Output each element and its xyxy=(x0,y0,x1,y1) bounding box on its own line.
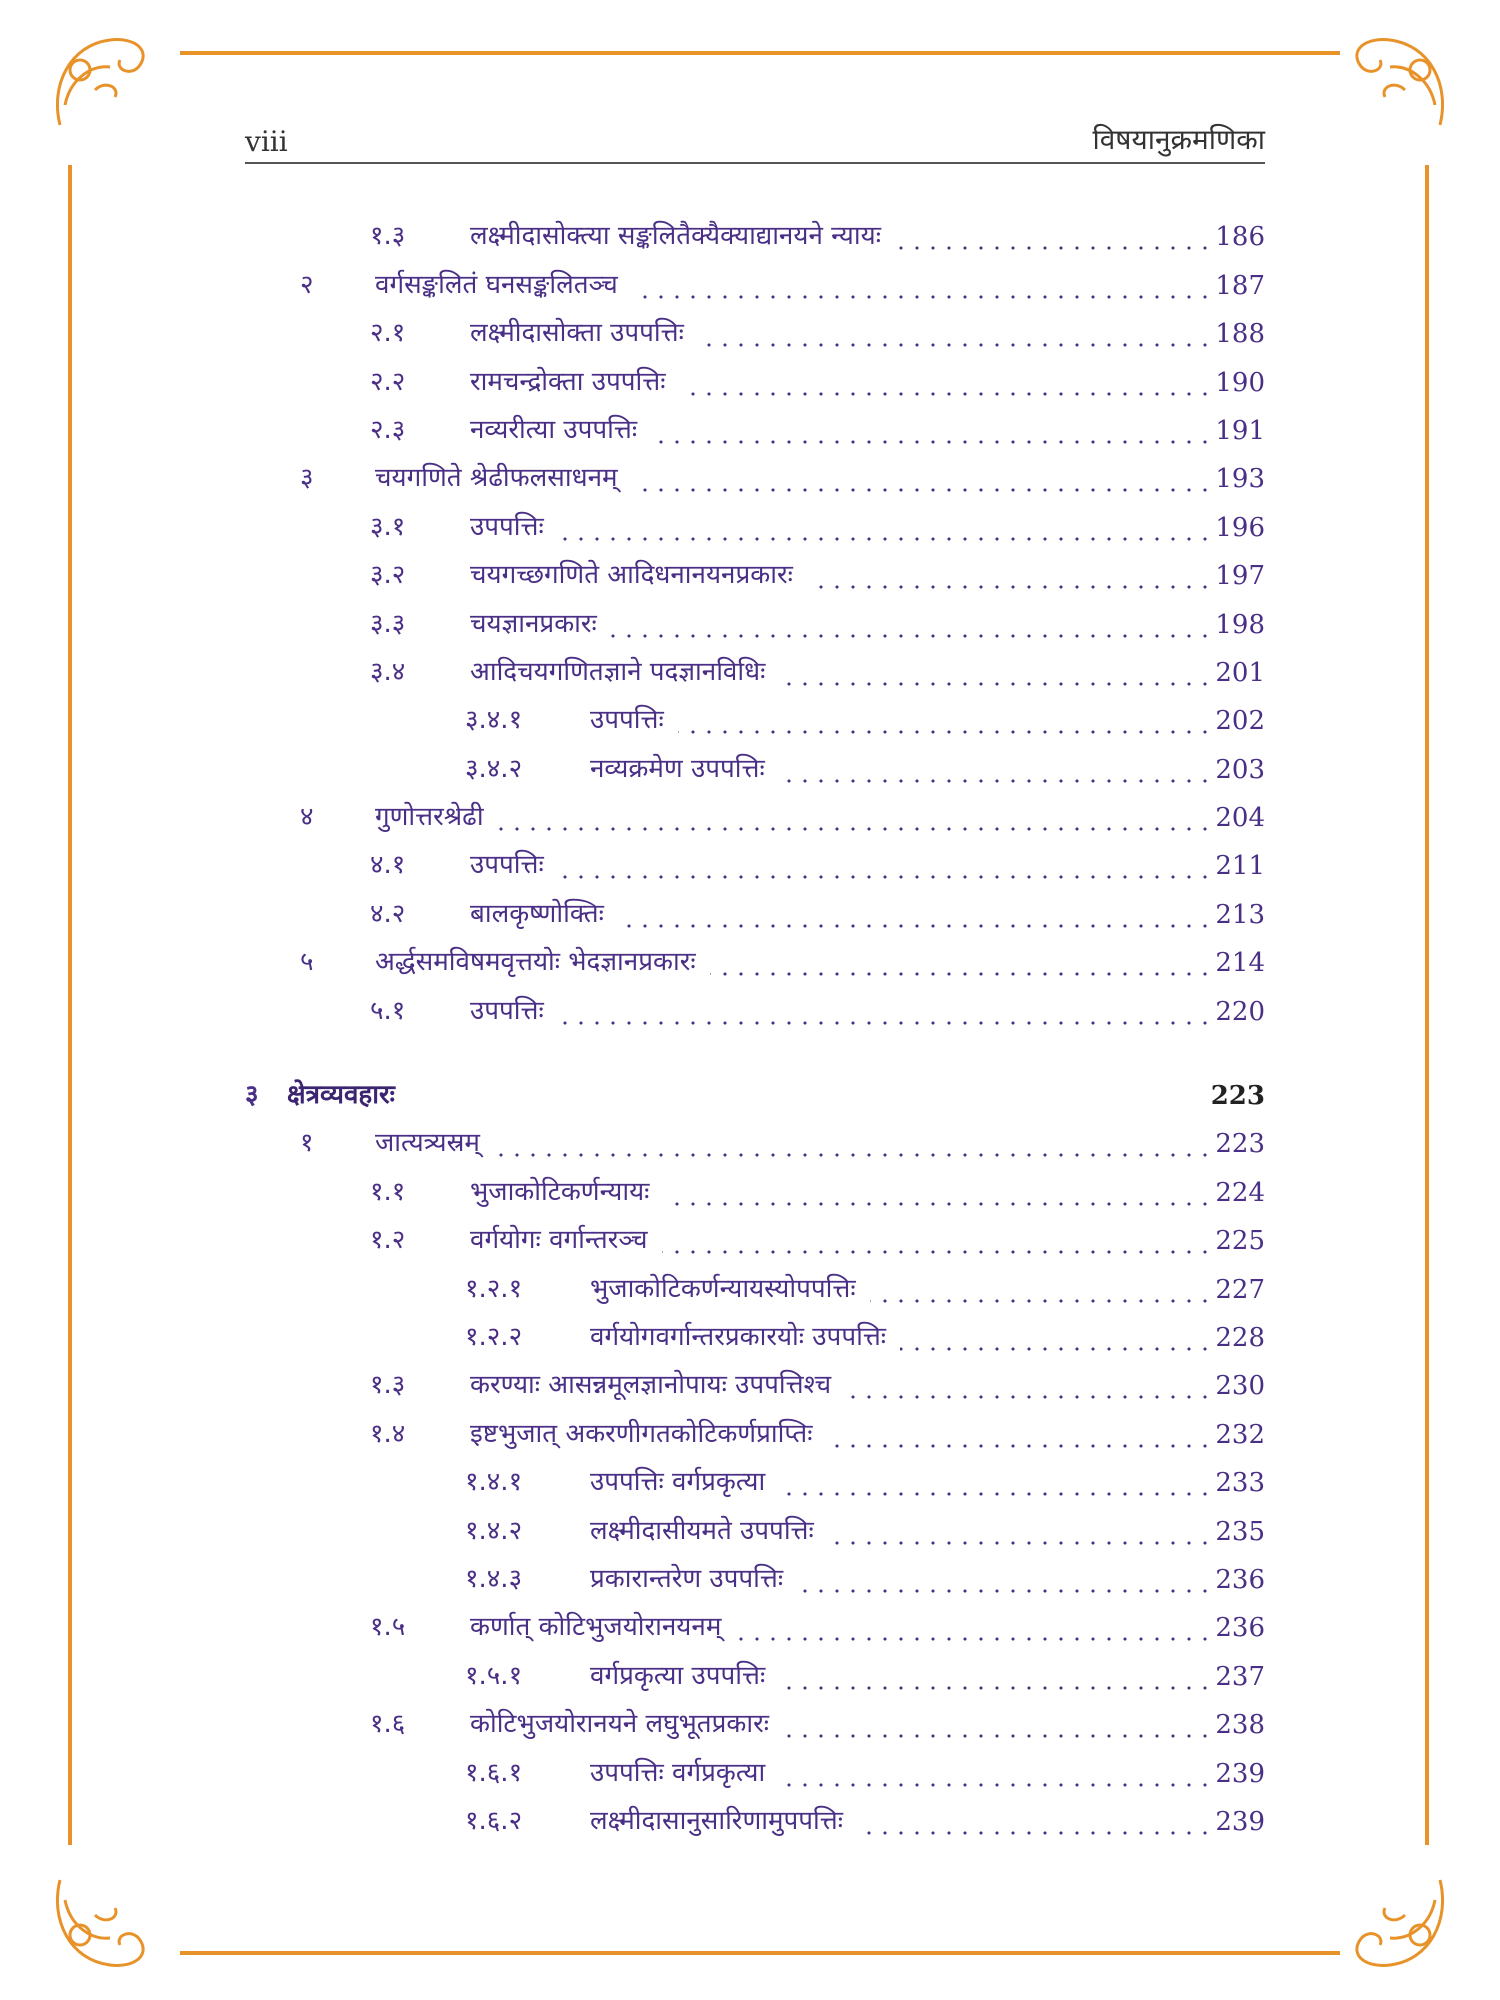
toc-entry-number: १.३ xyxy=(370,1370,406,1401)
dot-leader xyxy=(779,1686,1213,1690)
toc-entry-row[interactable] xyxy=(245,500,1265,548)
toc-entry-number: १.६ xyxy=(370,1709,406,1740)
toc-entry-page: 188 xyxy=(1215,319,1265,350)
toc-entry-row[interactable] xyxy=(245,404,1265,452)
toc-entry-page: 193 xyxy=(1215,464,1265,495)
toc-entry-title: नव्यक्रमेण उपपत्तिः xyxy=(590,753,765,784)
toc-entry-row[interactable] xyxy=(245,887,1265,935)
toc-entry-title: चयगणिते श्रेढीफलसाधनम् xyxy=(375,463,618,494)
dot-leader xyxy=(900,1347,1213,1351)
dot-leader xyxy=(779,1783,1213,1787)
toc-entry-row[interactable] xyxy=(245,742,1265,790)
toc-entry-number: १.१ xyxy=(370,1176,406,1207)
dot-leader xyxy=(618,924,1213,928)
toc-entry-number: १.५ xyxy=(370,1612,406,1643)
toc-entry-row[interactable] xyxy=(245,1601,1265,1649)
toc-entry-title: भुजाकोटिकर्णन्यायस्योपपत्तिः xyxy=(590,1273,856,1304)
section-gap xyxy=(245,1033,1265,1069)
toc-entry-number: १.६.१ xyxy=(465,1757,523,1788)
toc-entry-row[interactable] xyxy=(245,307,1265,355)
toc-entry-title: वर्गयोगः वर्गान्तरञ्च xyxy=(470,1225,648,1256)
chapter-number: ३ xyxy=(245,1080,259,1111)
toc-entry-page: 204 xyxy=(1215,803,1265,834)
toc-entry-number: ४.१ xyxy=(370,850,406,881)
toc-entry-row[interactable] xyxy=(245,984,1265,1032)
dot-leader xyxy=(826,1444,1213,1448)
frame-bottom-border xyxy=(180,1951,1340,1955)
toc-entry-title: लक्ष्मीदासोक्त्या सङ्कलितैक्यैक्याद्यानयने न्यायः xyxy=(470,221,881,252)
toc-entry-number: २.२ xyxy=(370,366,406,397)
toc-entry-number: ५.१ xyxy=(370,995,406,1026)
dot-leader xyxy=(558,1021,1213,1025)
toc-entry-row[interactable] xyxy=(245,1504,1265,1552)
toc-entry-number: १.६.२ xyxy=(465,1805,523,1836)
page-number: viii xyxy=(245,125,288,158)
dot-leader xyxy=(895,246,1213,250)
toc-entry-page: 230 xyxy=(1215,1371,1265,1402)
toc-entry-page: 196 xyxy=(1215,512,1265,543)
toc-entry-row[interactable] xyxy=(245,791,1265,839)
toc-entry-row[interactable] xyxy=(245,1359,1265,1407)
toc-entry-title: उपपत्तिः xyxy=(590,705,664,736)
toc-entry-row[interactable] xyxy=(245,839,1265,887)
toc-entry-page: 239 xyxy=(1215,1806,1265,1837)
toc-entry-row[interactable] xyxy=(245,1746,1265,1794)
toc-entry-title: उपपत्तिः xyxy=(470,511,544,542)
toc-entry-title: वर्गसङ्कलितं घनसङ्कलितञ्च xyxy=(375,269,618,300)
dot-leader xyxy=(698,343,1213,347)
toc-entry-number: ४.२ xyxy=(370,898,406,929)
toc-entry-row[interactable] xyxy=(245,1456,1265,1504)
toc-entry-number: १.५.१ xyxy=(465,1660,523,1691)
toc-entry-title: बालकृष्णोक्तिः xyxy=(470,898,604,929)
toc-entry-page: 236 xyxy=(1215,1613,1265,1644)
dot-leader xyxy=(680,392,1213,396)
dot-leader xyxy=(632,488,1213,492)
toc-entry-number: ३.३ xyxy=(370,608,406,639)
toc-entry-row[interactable] xyxy=(245,936,1265,984)
toc-entry-page: 225 xyxy=(1215,1226,1265,1257)
toc-entry-number: ५ xyxy=(300,947,314,978)
toc-entry-page: 211 xyxy=(1215,851,1265,882)
toc-entry-page: 233 xyxy=(1215,1468,1265,1499)
toc-entry-title: कर्णात् कोटिभुजयोरानयनम् xyxy=(470,1612,722,1643)
toc-entry-page: 197 xyxy=(1215,561,1265,592)
dot-leader xyxy=(558,537,1213,541)
toc-entry-page: 203 xyxy=(1215,754,1265,785)
dot-leader xyxy=(662,1250,1213,1254)
toc-entry-title: गुणोत्तरश्रेढी xyxy=(375,802,484,833)
toc-entry-page: 213 xyxy=(1215,899,1265,930)
toc-chapter-row[interactable] xyxy=(245,1069,1265,1117)
toc-entry-title: रामचन्द्रोक्ता उपपत्तिः xyxy=(470,366,666,397)
toc-entry-row[interactable] xyxy=(245,1698,1265,1746)
dot-leader xyxy=(845,1395,1213,1399)
toc-entry-title: प्रकारान्तरेण उपपत्तिः xyxy=(590,1563,784,1594)
toc-entry-title: नव्यरीत्या उपपत्तिः xyxy=(470,414,638,445)
toc-entry-row[interactable] xyxy=(245,1795,1265,1843)
dot-leader xyxy=(663,1202,1213,1206)
toc-entry-number: १.२ xyxy=(370,1225,406,1256)
dot-leader xyxy=(870,1299,1213,1303)
toc-entry-number: २.३ xyxy=(370,414,406,445)
dot-leader xyxy=(558,875,1213,879)
toc-entry-number: ३.१ xyxy=(370,511,406,542)
toc-entry-page: 235 xyxy=(1215,1516,1265,1547)
toc-entry-page: 239 xyxy=(1215,1758,1265,1789)
toc-entry-title: लक्ष्मीदासोक्ता उपपत्तिः xyxy=(470,318,684,349)
toc-entry-row[interactable] xyxy=(245,694,1265,742)
corner-ornament-bottom-left xyxy=(40,1860,160,1980)
dot-leader xyxy=(678,730,1213,734)
toc-entry-number: १.३ xyxy=(370,221,406,252)
page-title: विषयानुक्रमणिका xyxy=(1092,123,1265,156)
toc-entry-title: उपपत्तिः xyxy=(470,850,544,881)
toc-entry-title: भुजाकोटिकर्णन्यायः xyxy=(470,1176,650,1207)
toc-entry-title: चयज्ञानप्रकारः xyxy=(470,608,597,639)
toc-entry-page: 186 xyxy=(1215,222,1265,253)
toc-entry-page: 224 xyxy=(1215,1177,1265,1208)
table-of-contents xyxy=(245,210,1265,1843)
toc-chapter-entries xyxy=(245,1117,1265,1843)
toc-entry-page: 228 xyxy=(1215,1322,1265,1353)
toc-entry-number: १.२.२ xyxy=(465,1321,523,1352)
toc-section-continued xyxy=(245,210,1265,1033)
toc-entry-title: आदिचयगणितज्ञाने पदज्ञानविधिः xyxy=(470,656,766,687)
dot-leader xyxy=(779,779,1213,783)
chapter-title: क्षेत्रव्यवहारः xyxy=(287,1080,395,1111)
toc-entry-page: 223 xyxy=(1215,1129,1265,1160)
toc-entry-title: वर्गप्रकृत्या उपपत्तिः xyxy=(590,1660,766,1691)
toc-entry-page: 191 xyxy=(1215,415,1265,446)
corner-ornament-top-right xyxy=(1340,25,1460,145)
toc-entry-row[interactable] xyxy=(245,1117,1265,1165)
toc-entry-row[interactable] xyxy=(245,1407,1265,1455)
toc-entry-number: १.४ xyxy=(370,1418,406,1449)
toc-entry-row[interactable] xyxy=(245,1311,1265,1359)
toc-entry-title: कोटिभुजयोरानयने लघुभूतप्रकारः xyxy=(470,1709,769,1740)
corner-ornament-bottom-right xyxy=(1340,1860,1460,1980)
toc-entry-page: 214 xyxy=(1215,948,1265,979)
toc-entry-page: 237 xyxy=(1215,1661,1265,1692)
toc-entry-page: 190 xyxy=(1215,367,1265,398)
toc-entry-title: चयगच्छगणिते आदिधनानयनप्रकारः xyxy=(470,560,793,591)
chapter-page: 223 xyxy=(1210,1081,1265,1112)
toc-entry-page: 187 xyxy=(1215,270,1265,301)
toc-entry-row[interactable] xyxy=(245,1165,1265,1213)
toc-entry-row[interactable] xyxy=(245,452,1265,500)
toc-entry-page: 227 xyxy=(1215,1274,1265,1305)
toc-entry-page: 202 xyxy=(1215,706,1265,737)
toc-entry-row[interactable] xyxy=(245,355,1265,403)
dot-leader xyxy=(797,1589,1213,1593)
toc-entry-row[interactable] xyxy=(245,1262,1265,1310)
toc-entry-number: १.४.३ xyxy=(465,1563,523,1594)
toc-entry-number: ३.४.१ xyxy=(465,705,523,736)
toc-entry-page: 232 xyxy=(1215,1419,1265,1450)
dot-leader xyxy=(828,1541,1213,1545)
dot-leader xyxy=(779,1492,1213,1496)
toc-entry-title: उपपत्तिः xyxy=(470,995,544,1026)
toc-entry-row[interactable] xyxy=(245,1214,1265,1262)
toc-entry-number: २.१ xyxy=(370,318,406,349)
toc-entry-page: 220 xyxy=(1215,996,1265,1027)
dot-leader xyxy=(710,972,1213,976)
toc-entry-page: 238 xyxy=(1215,1710,1265,1741)
toc-entry-number: ३.२ xyxy=(370,560,406,591)
frame-left-border xyxy=(68,165,72,1845)
toc-entry-page: 236 xyxy=(1215,1564,1265,1595)
toc-entry-title: अर्द्धसमविषमवृत्तयोः भेदज्ञानप्रकारः xyxy=(375,947,696,978)
toc-entry-title: इष्टभुजात् अकरणीगतकोटिकर्णप्राप्तिः xyxy=(470,1418,813,1449)
dot-leader xyxy=(498,827,1213,831)
toc-entry-row[interactable] xyxy=(245,1553,1265,1601)
toc-entry-page: 198 xyxy=(1215,609,1265,640)
toc-entry-row[interactable] xyxy=(245,258,1265,306)
toc-entry-title: उपपत्तिः वर्गप्रकृत्या xyxy=(590,1757,766,1788)
toc-entry-number: १ xyxy=(300,1128,314,1159)
toc-entry-title: जात्यत्र्यस्रम् xyxy=(375,1128,480,1159)
toc-entry-number: ३.४ xyxy=(370,656,406,687)
frame-top-border xyxy=(180,51,1340,55)
toc-entry-title: उपपत्तिः वर्गप्रकृत्या xyxy=(590,1467,766,1498)
dot-leader xyxy=(632,295,1213,299)
toc-entry-row[interactable] xyxy=(245,549,1265,597)
frame-right-border xyxy=(1425,165,1429,1845)
toc-entry-row[interactable] xyxy=(245,1649,1265,1697)
dot-leader xyxy=(735,1637,1213,1641)
toc-entry-row[interactable] xyxy=(245,646,1265,694)
dot-leader xyxy=(651,440,1213,444)
dot-leader xyxy=(779,682,1213,686)
dot-leader xyxy=(807,585,1213,589)
toc-entry-title: लक्ष्मीदासानुसारिणामुपपत्तिः xyxy=(590,1805,844,1836)
toc-entry-row[interactable] xyxy=(245,597,1265,645)
toc-entry-number: १.४.१ xyxy=(465,1467,523,1498)
toc-entry-number: ४ xyxy=(300,802,314,833)
toc-entry-title: लक्ष्मीदासीयमते उपपत्तिः xyxy=(590,1515,814,1546)
toc-entry-number: १.२.१ xyxy=(465,1273,523,1304)
toc-entry-page: 201 xyxy=(1215,657,1265,688)
running-header xyxy=(245,112,1265,164)
corner-ornament-top-left xyxy=(40,25,160,145)
dot-leader xyxy=(857,1831,1213,1835)
dot-leader xyxy=(783,1734,1213,1738)
toc-entry-title: वर्गयोगवर्गान्तरप्रकारयोः उपपत्तिः xyxy=(590,1321,887,1352)
dot-leader xyxy=(494,1153,1213,1157)
toc-entry-title: करण्याः आसन्नमूलज्ञानोपायः उपपत्तिश्च xyxy=(470,1370,832,1401)
toc-entry-number: ३.४.२ xyxy=(465,753,523,784)
toc-entry-number: १.४.२ xyxy=(465,1515,523,1546)
toc-entry-row[interactable] xyxy=(245,210,1265,258)
dot-leader xyxy=(611,634,1213,638)
toc-entry-number: २ xyxy=(300,269,314,300)
toc-entry-number: ३ xyxy=(300,463,314,494)
